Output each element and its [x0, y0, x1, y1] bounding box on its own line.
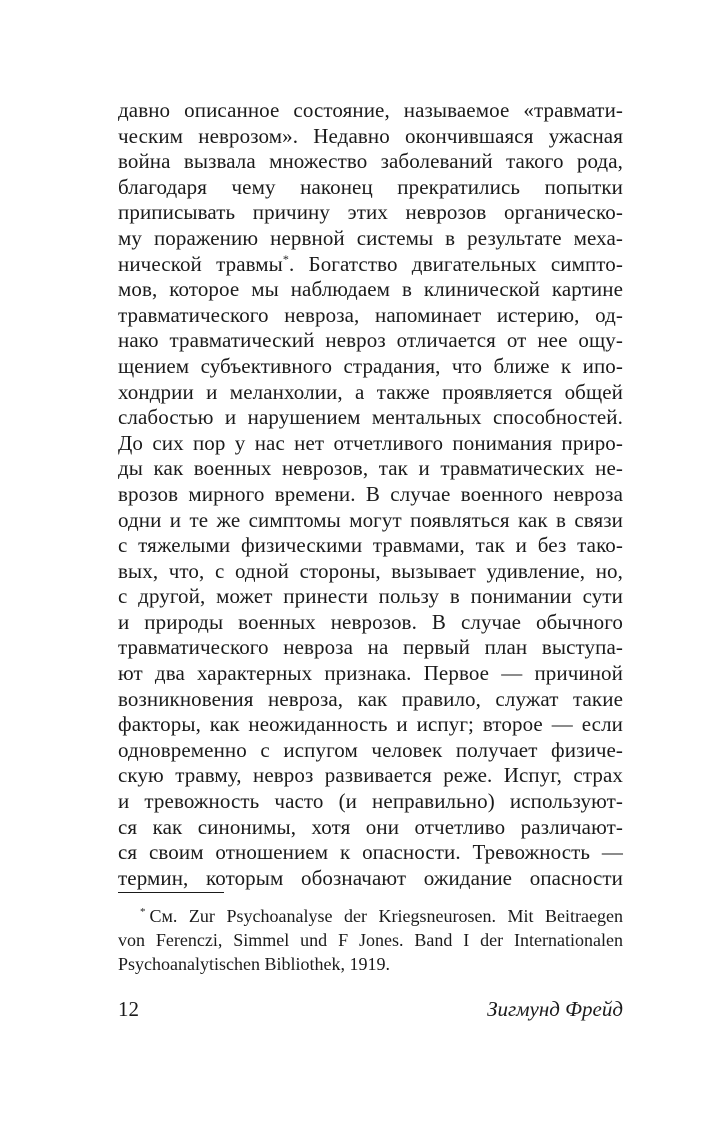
page-number: 12: [118, 997, 139, 1021]
text-line: возникновения невроза, как правило, служат такие: [118, 686, 623, 711]
footnote-mark: *: [140, 906, 146, 918]
footnote-line: [118, 904, 623, 928]
text-line: одни и те же симптомы могут появляться как в связи: [118, 507, 623, 532]
text-line: война вызвала множество заболеваний такого рода,: [118, 149, 623, 174]
text-line: факторы, как неожиданность и испуг; второе — если: [118, 712, 623, 737]
text-line: хондрии и меланхолии, а также проявляется общей: [118, 379, 623, 404]
text-line-with-footnote-ref: нической травмы*. Богатство двигательных симпто-: [118, 251, 623, 276]
text-line: травматического невроза на первый план выступа-: [118, 635, 623, 660]
text-line: мов, которое мы наблюдаем в клинической картине: [118, 277, 623, 302]
text-line: с другой, может принести пользу в понимании сути: [118, 584, 623, 609]
text-line: благодаря чему наконец прекратились попытки: [118, 174, 623, 199]
text-line: ческим неврозом». Недавно окончившаяся ужасная: [118, 123, 623, 148]
text-line: термин, которым обозначают ожидание опасности: [118, 865, 623, 890]
footnote: [118, 904, 623, 976]
footnote-separator: [118, 892, 224, 893]
footnote-line: Psychoanalytischen Bibliothek, 1919.: [118, 954, 390, 974]
text-line: с тяжелыми физическими травмами, так и без тако-: [118, 533, 623, 558]
text-fragment: нической травмы: [118, 251, 283, 276]
text-line: нако травматический невроз отличается от нее ощу-: [118, 328, 623, 353]
footnote-line: von Ferenczi, Simmel und F Jones. Band I der Internationalen: [118, 930, 623, 950]
text-fragment: Богатство двигательных симпто-: [308, 251, 623, 276]
main-text: [118, 98, 623, 891]
text-line: давно описанное состояние, называемое «травмати-: [118, 98, 623, 122]
text-line: и тревожность часто (и неправильно) используют-: [118, 789, 623, 814]
text-line: врозов мирного времени. В случае военного невроза: [118, 481, 623, 506]
text-line: травматического невроза, напоминает истерию, од-: [118, 302, 623, 327]
text-line: ды как военных неврозов, так и травматических не-: [118, 456, 623, 481]
running-footer-author: Зигмунд Фрейд: [487, 997, 623, 1021]
footnote-text: См. Zur Psychoanalyse der Kriegsneurosen. Mit Beitraegen: [149, 906, 623, 926]
text-line: вых, что, с одной стороны, вызывает удивление, но,: [118, 558, 623, 583]
text-line: и природы военных неврозов. В случае обычного: [118, 609, 623, 634]
text-line: одновременно с испугом человек получает физиче-: [118, 737, 623, 762]
text-line: ся как синонимы, хотя они отчетливо различают-: [118, 814, 623, 839]
text-line: скую травму, невроз развивается реже. Испуг, страх: [118, 763, 623, 788]
text-line: приписывать причину этих неврозов органическо-: [118, 200, 623, 225]
text-line: му поражению нервной системы в результате меха-: [118, 225, 623, 250]
text-line: щением субъективного страдания, что ближе к ипо-: [118, 353, 623, 378]
text-line: ся своим отношением к опасности. Тревожность —: [118, 840, 623, 865]
text-line: слабостью и нарушением ментальных способностей.: [118, 405, 623, 430]
text-line: До сих пор у нас нет отчетливого понимания приро-: [118, 430, 623, 455]
footnote-reference-mark[interactable]: *: [282, 251, 289, 266]
text-line: ют два характерных признака. Первое — причиной: [118, 661, 623, 686]
